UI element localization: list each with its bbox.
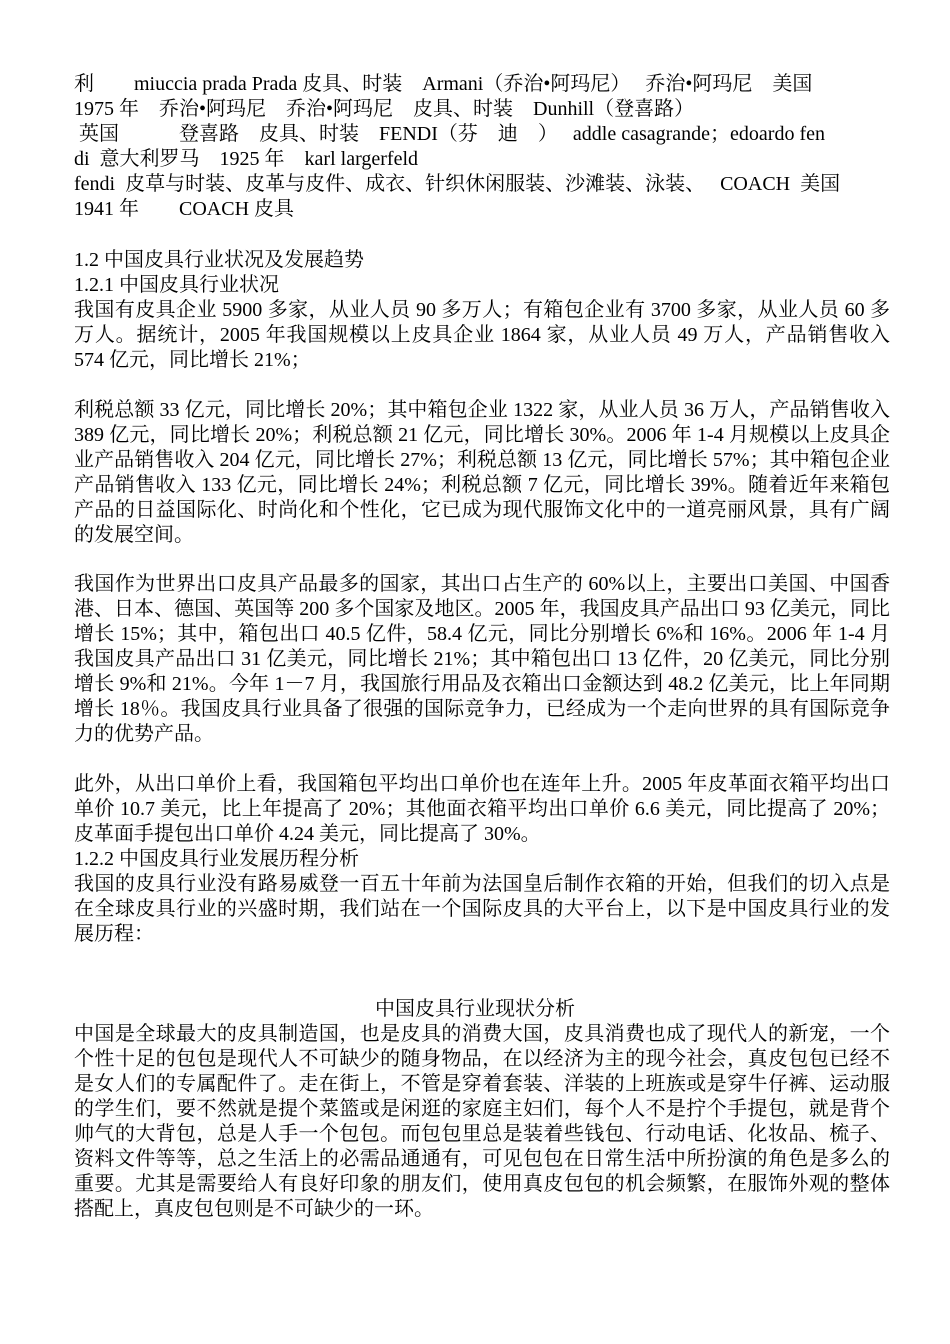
subsection-heading: 1.2.1 中国皮具行业状况: [74, 274, 279, 296]
brand-line: di 意大利罗马 1925 年 karl largerfeld: [74, 148, 419, 170]
brand-line: 英国 登喜路 皮具、时装 FENDI（芬 迪 ） addle casagrande；edoardo fen: [74, 123, 825, 145]
section-1-2-headings: [74, 248, 890, 298]
paragraph-history: 我国的皮具行业没有路易威登一百五十年前为法国皇后制作衣箱的开始，但我们的切入点是在全球皮具行业的兴盛时期，我们站在一个国际皮具的大平台上，以下是中国皮具行业的发展历程：: [74, 873, 890, 945]
paragraph-export-unit-price: 此外，从出口单价上看，我国箱包平均出口单价也在连年上升。2005 年皮革面衣箱平均出口单价 10.7 美元，比上年提高了 20%；其他面衣箱平均出口单价 6.6 美元，同比提高了 20%；皮革面手提包出口单价 4.24 美元，同比提高了 30%。: [74, 773, 890, 845]
brand-line: 1941 年 COACH 皮具: [74, 198, 295, 220]
brand-line: fendi 皮草与时装、皮革与皮件、成衣、针织休闲服装、沙滩装、泳装、 COACH 美国: [74, 173, 841, 195]
section-heading: 1.2 中国皮具行业状况及发展趋势: [74, 249, 364, 271]
paragraph-export-stats: 我国作为世界出口皮具产品最多的国家，其出口占生产的 60%以上，主要出口美国、中国香港、日本、德国、英国等 200 多个国家及地区。2005 年，我国皮具产品出口 93 亿美元，同比增长 15%；其中，箱包出口 40.5 亿件，58.4 亿元，同比分别增长 6%和 16%。2006 年 1-4 月我国皮具产品出口 31 亿美元，同比增长 21%；其中箱包出口 13 亿件，20 亿美元，同比分别增长 9%和 21%。今年 1－7 月，我国旅行用品及衣箱出口金额达到 48.2 亿美元，比上年同期增长 18％。我国皮具行业具备了很强的国际竞争力，已经成为一个走向世界的具有国际竞争力的优势产品。: [74, 573, 890, 745]
brand-line: 1975 年 乔治•阿玛尼 乔治•阿玛尼 皮具、时装 Dunhill（登喜路）: [74, 98, 695, 120]
brand-list: [74, 72, 890, 222]
subsection-heading-history: 1.2.2 中国皮具行业发展历程分析: [74, 848, 359, 870]
analysis-title: 中国皮具行业现状分析: [375, 998, 575, 1020]
paragraph-profit-stats: 利税总额 33 亿元，同比增长 20%；其中箱包企业 1322 家，从业人员 36 万人，产品销售收入 389 亿元，同比增长 20%；利税总额 21 亿元，同比增长 30%。2006 年 1-4 月规模以上皮具企业产品销售收入 204 亿元，同比增长 27%；利税总额 13 亿元，同比增长 57%；其中箱包企业产品销售收入 133 亿元，同比增长 24%；利税总额 7 亿元，同比增长 39%。随着近年来箱包产品的日益国际化、时尚化和个性化，它已成为现代服饰文化中的一道亮丽风景，具有广阔的发展空间。: [74, 399, 890, 546]
paragraph-industry-stats: 我国有皮具企业 5900 多家，从业人员 90 多万人；有箱包企业有 3700 多家，从业人员 60 多万人。据统计，2005 年我国规模以上皮具企业 1864 家，从业人员 49 万人，产品销售收入 574 亿元，同比增长 21%；: [74, 299, 890, 371]
paragraph-analysis: 中国是全球最大的皮具制造国，也是皮具的消费大国，皮具消费也成了现代人的新宠，一个个性十足的包包是现代人不可缺少的随身物品，在以经济为主的现今社会，真皮包包已经不是女人们的专属配件了。走在街上，不管是穿着套装、洋装的上班族或是穿牛仔裤、运动服的学生们，要不然就是提个菜篮或是闲逛的家庭主妇们，每个人不是拧个手提包，就是背个帅气的大背包，总是人手一个包包。而包包里总是装着些钱包、行动电话、化妆品、梳子、资料文件等等，总之生活上的必需品通通有，可见包包在日常生活中所扮演的角色是多么的重要。尤其是需要给人有良好印象的朋友们，使用真皮包包的机会频繁，在服饰外观的整体搭配上，真皮包包则是不可缺少的一环。: [74, 1023, 890, 1220]
brand-line: 利 miuccia prada Prada 皮具、时装 Armani（乔治•阿玛尼） 乔治•阿玛尼 美国: [74, 73, 813, 95]
